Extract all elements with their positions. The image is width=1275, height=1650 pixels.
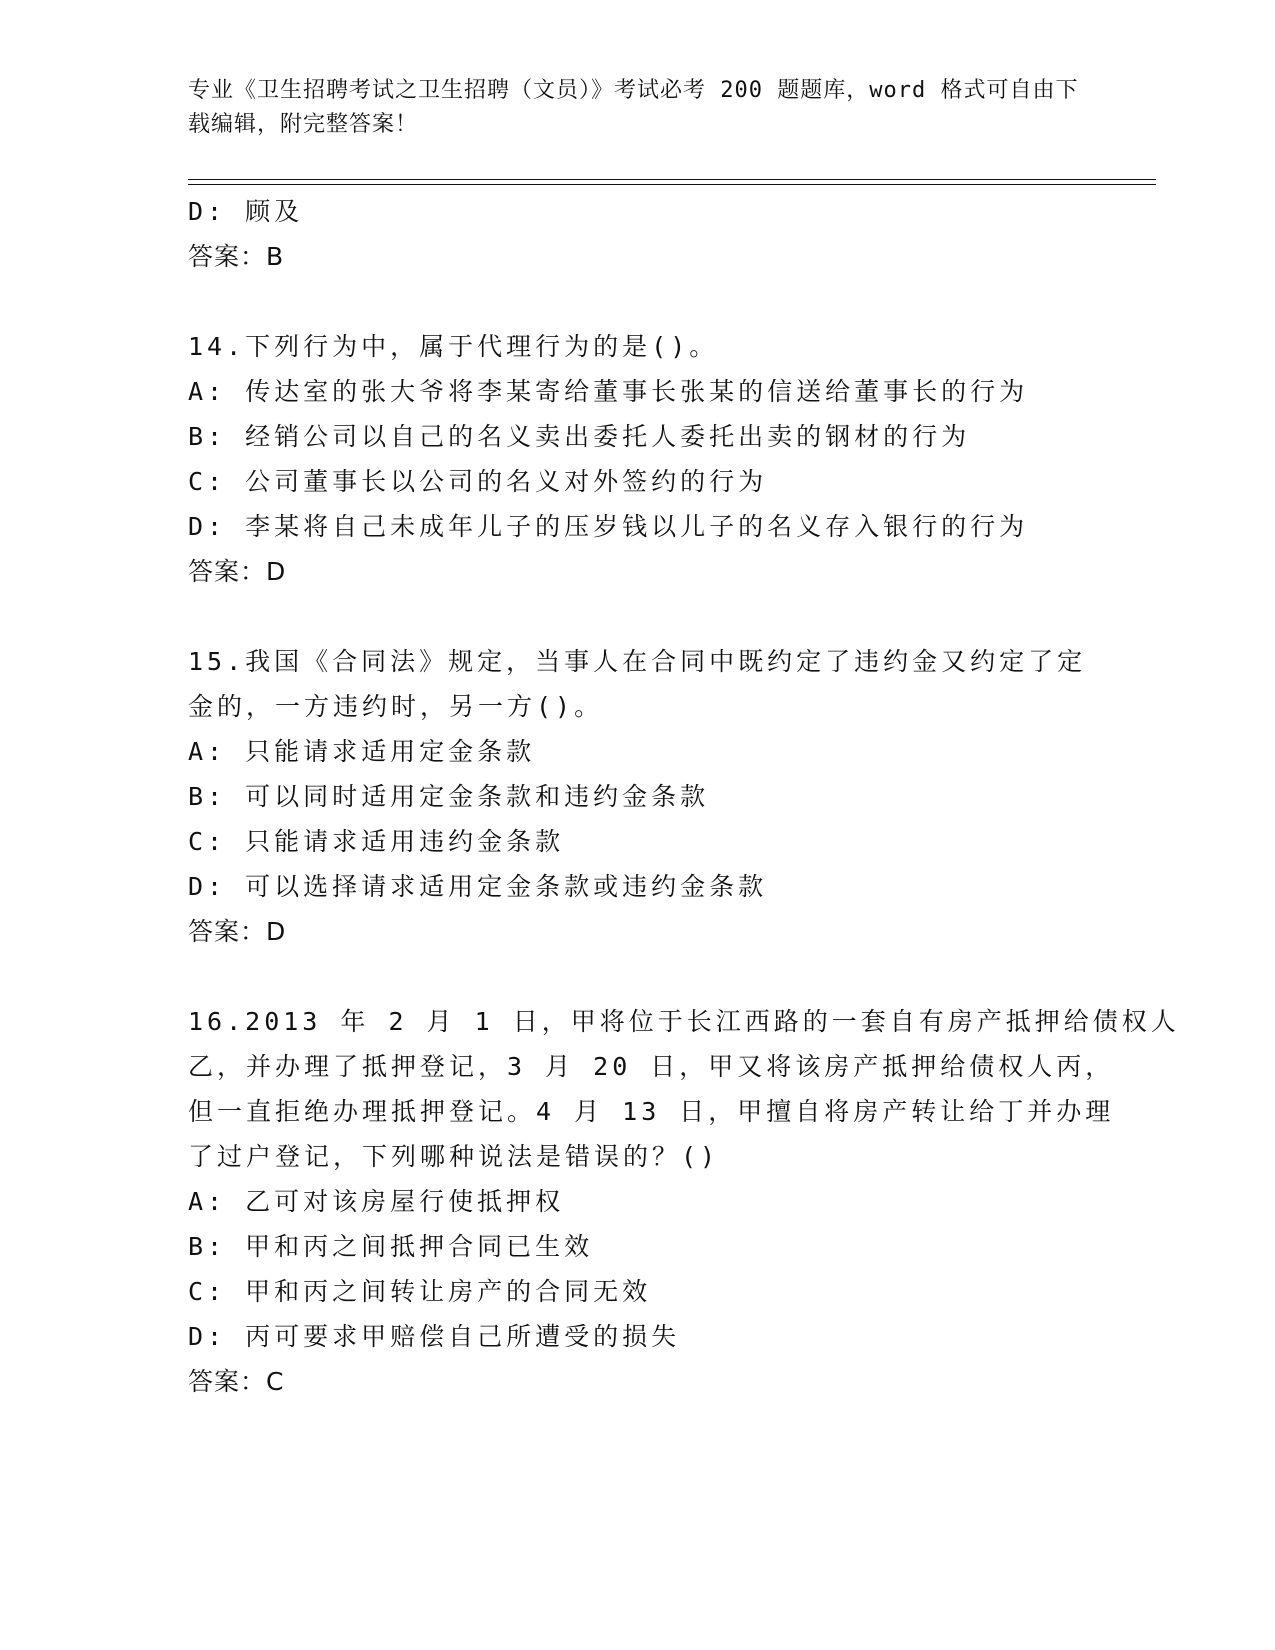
answer: 答案：C xyxy=(188,1367,285,1396)
option-b: B: 可以同时适用定金条款和违约金条款 xyxy=(188,782,710,811)
option-d: D: 顾及 xyxy=(188,197,304,226)
document-header: 专业《卫生招聘考试之卫生招聘（文员）》考试必考 200 题题库，word 格式可自由下载编辑，附完整答案！ xyxy=(188,78,1079,137)
question-stem: 14.下列行为中，属于代理行为的是()。 xyxy=(188,332,719,361)
question-15 xyxy=(188,639,1088,954)
option-b: B: 经销公司以自己的名义卖出委托人委托出卖的钢材的行为 xyxy=(188,422,971,451)
spacer xyxy=(188,279,1088,324)
option-a: A: 只能请求适用定金条款 xyxy=(188,737,536,766)
option-d: D: 李某将自己未成年儿子的压岁钱以儿子的名义存入银行的行为 xyxy=(188,512,1029,541)
option-d: D: 丙可要求甲赔偿自己所遭受的损失 xyxy=(188,1322,681,1351)
option-b: B: 甲和丙之间抵押合同已生效 xyxy=(188,1232,594,1261)
option-a: A: 乙可对该房屋行使抵押权 xyxy=(188,1187,565,1216)
option-a: A: 传达室的张大爷将李某寄给董事长张某的信送给董事长的行为 xyxy=(188,377,1029,406)
answer: 答案：D xyxy=(188,917,287,946)
answer: 答案：D xyxy=(188,557,287,586)
option-c: C: 只能请求适用违约金条款 xyxy=(188,827,565,856)
question-stem-line-2: 金的，一方违约时，另一方()。 xyxy=(188,692,604,721)
question-14 xyxy=(188,324,1088,594)
question-stem-line-3: 但一直拒绝办理抵押登记。4 月 13 日，甲擅自将房产转让给丁并办理 xyxy=(188,1097,1115,1126)
option-c: C: 甲和丙之间转让房产的合同无效 xyxy=(188,1277,652,1306)
spacer xyxy=(188,954,1088,999)
question-stem-line-2: 乙，并办理了抵押登记，3 月 20 日，甲又将该房产抵押给债权人丙， xyxy=(188,1052,1115,1081)
header-rule-top xyxy=(188,179,1156,180)
option-c: C: 公司董事长以公司的名义对外签约的行为 xyxy=(188,467,768,496)
question-stem-line-1: 16.2013 年 2 月 1 日，甲将位于长江西路的一套自有房产抵押给债权人 xyxy=(188,1007,1180,1036)
question-stem-line-4: 了过户登记，下列哪种说法是错误的？() xyxy=(188,1142,720,1171)
question-list xyxy=(188,189,1180,1404)
header-rule-bottom xyxy=(188,184,1156,185)
answer: 答案：B xyxy=(188,242,285,271)
question-16 xyxy=(188,999,1180,1404)
spacer xyxy=(188,594,1088,639)
question-13-tail xyxy=(188,189,1088,279)
question-stem-line-1: 15.我国《合同法》规定，当事人在合同中既约定了违约金又约定了定 xyxy=(188,647,1087,676)
option-d: D: 可以选择请求适用定金条款或违约金条款 xyxy=(188,872,768,901)
